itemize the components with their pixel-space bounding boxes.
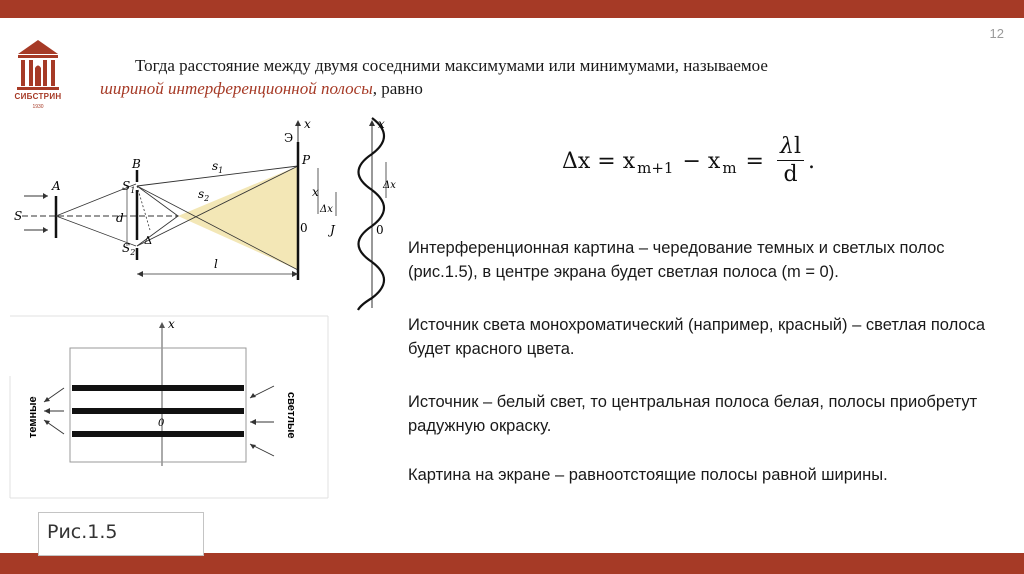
paragraph-white-light: Источник – белый свет, то центральная полоса белая, полосы приобретут радужную окраску. <box>408 393 978 435</box>
interference-region <box>178 166 298 270</box>
label-A: A <box>52 179 61 193</box>
bright-fringes-label: светлые <box>285 392 297 439</box>
dark-fringes-label: темные <box>27 396 39 438</box>
figure-caption: Рис.1.5 <box>47 521 118 543</box>
svg-text:s2: $s_2$ <box>198 187 210 203</box>
top-accent-bar <box>0 0 1024 18</box>
dark-fringe <box>72 431 244 437</box>
logo-subcaption: 1930 <box>32 104 44 110</box>
dark-fringe <box>72 385 244 391</box>
paragraph-equal-width: Картина на экране – равноотстоящие полосы равной ширины. <box>408 466 888 484</box>
logo-caption: СИБСТРИН <box>14 92 62 101</box>
fringe-center-label: 0 <box>158 418 165 429</box>
label-screen: Э <box>284 131 294 145</box>
label-S: S <box>14 209 23 223</box>
fringe-width-term: шириной интерференционной полосы <box>100 79 373 98</box>
label-J: J <box>330 223 335 237</box>
label-delta: Δ <box>144 234 152 247</box>
label-graph-dx: Δx <box>383 180 396 191</box>
intro-line-1: Тогда расстояние между двумя соседними максимумами или минимумами, называемое <box>135 56 768 75</box>
double-slit-diagram <box>14 112 394 312</box>
fringe-pattern-figure <box>10 316 328 498</box>
figure-caption-box <box>38 512 204 556</box>
paragraph-monochromatic: Источник света монохроматический (например, красный) – светлая полоса будет красного цвета. <box>408 316 986 358</box>
svg-text:S2: $S_2$ <box>122 241 136 257</box>
svg-text:s1: $s_1$ <box>212 159 224 175</box>
label-P: P <box>302 153 311 167</box>
intro-tail: , равно <box>372 79 423 98</box>
label-graph-x: x <box>378 117 385 131</box>
paragraph-fringe-pattern: Интерференционная картина – чередование темных и светлых полос (рис.1.5), в центре экрана будет светлая полоса (m = 0). <box>408 239 945 281</box>
label-dx: Δx <box>320 204 333 215</box>
label-d: d <box>116 211 124 225</box>
bottom-accent-bar <box>0 553 1024 574</box>
label-graph-zero: 0 <box>376 223 384 237</box>
fringe-axis-label: x <box>168 317 175 331</box>
label-origin: 0 <box>300 221 308 235</box>
intensity-curve <box>358 118 384 310</box>
formula-fraction: $\frac{\lambda l}{d}$ <box>777 134 804 189</box>
intro-text <box>100 54 1010 100</box>
dark-fringe <box>72 408 244 414</box>
label-x-dist: x <box>312 185 319 199</box>
page-number: 12 <box>989 26 1004 41</box>
svg-text:S1: $S_1$ <box>122 179 136 195</box>
label-l: l <box>214 257 218 271</box>
label-x-axis: x <box>304 117 311 131</box>
label-B: B <box>132 157 141 171</box>
fringe-width-formula: Δx = x m+1 − x m = $\frac{\lambda l}{d}$ . <box>562 133 815 187</box>
